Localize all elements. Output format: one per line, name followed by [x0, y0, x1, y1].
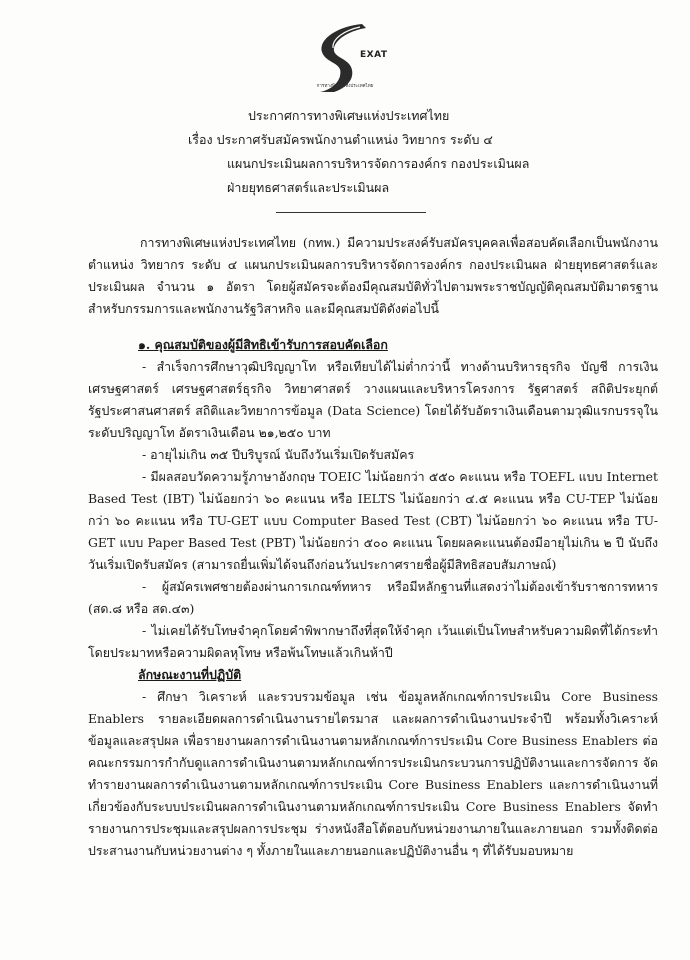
qualification-item: - ไม่เคยได้รับโทษจำคุกโดยคำพิพากษาถึงที่สุดให้จำคุก เว้นแต่เป็นโทษสำหรับความผิดที่ได้กระทำโดยประมาทหรือความผิดลหุโทษ หรือพ้นโทษแล้วเกินห้าปี — [88, 623, 658, 660]
qualification-item: - สำเร็จการศึกษาวุฒิปริญญาโท หรือเทียบได้ไม่ต่ำกว่านี้ ทางด้านบริหารธุรกิจ บัญชี การเงิน เศรษฐศาสตร์ เศรษฐศาสตร์ธุรกิจ วิทยาศาสตร์ วางแผนและบริหารโครงการ รัฐศาสตร์ สถิติประยุกต์ รัฐประศาสนศาสตร์ สถิติและวิทยาการข้อมูล (Data Science) โดยได้รับอัตราเงินเดือนตามวุฒิแรกบรรจุในระดับปริญญาโท อัตราเงินเดือน ๒๑,๒๕๐ บาท — [88, 359, 658, 440]
logo-wordmark: EXAT — [360, 50, 388, 60]
section-1-heading: ๑. คุณสมบัติของผู้มีสิทธิเข้ารับการสอบคัดเลือก — [138, 337, 388, 352]
header-line-1: ประกาศการทางพิเศษแห่งประเทศไทย — [248, 108, 450, 123]
header-line-4: ฝ่ายยุทธศาสตร์และประเมินผล — [227, 180, 390, 195]
intro-paragraph: การทางพิเศษแห่งประเทศไทย (กทพ.) มีความประสงค์รับสมัครบุคคลเพื่อสอบคัดเลือกเป็นพนักงานตำแหน่ง วิทยากร ระดับ ๔ แผนกประเมินผลการบริหารจัดการองค์กร กองประเมินผล ฝ่ายยุทธศาสตร์และประเมินผล จำนวน ๑ อัตรา โดยผู้สมัครจะต้องมีคุณสมบัติทั่วไปตามพระราชบัญญัติคุณสมบัติมาตรฐานสำหรับกรรมการและพนักงานรัฐวิสาหกิจ และมีคุณสมบัติดังต่อไปนี้ — [88, 235, 658, 316]
header-divider — [276, 212, 426, 213]
document-body — [88, 232, 658, 862]
header-line-3: แผนกประเมินผลการบริหารจัดการองค์กร กองประเมินผล — [227, 156, 530, 171]
header-line-2: เรื่อง ประกาศรับสมัครพนักงานตำแหน่ง วิทยากร ระดับ ๔ — [188, 132, 493, 147]
logo-caption: การทางพิเศษแห่งประเทศไทย — [316, 84, 374, 89]
section-2-heading: ลักษณะงานที่ปฏิบัติ — [138, 667, 242, 682]
qualification-item: - มีผลสอบวัดความรู้ภาษาอังกฤษ TOEIC ไม่น้อยกว่า ๕๕๐ คะแนน หรือ TOEFL แบบ Internet Based Test (IBT) ไม่น้อยกว่า ๖๐ คะแนน หรือ IELTS ไม่น้อยกว่า ๔.๕ คะแนน หรือ CU-TEP ไม่น้อยกว่า ๖๐ คะแนน หรือ TU-GET แบบ Computer Based Test (CBT) ไม่น้อยกว่า ๖๐ คะแนน หรือ TU-GET แบบ Paper Based Test (PBT) ไม่น้อยกว่า ๕๐๐ คะแนน โดยผลคะแนนต้องมีอายุไม่เกิน ๒ ปี นับถึงวันเริ่มเปิดรับสมัคร (สามารถยื่นเพิ่มได้จนถึงก่อนวันประกาศรายชื่อผู้มีสิทธิสอบสัมภาษณ์) — [88, 469, 658, 572]
job-description-item: - ศึกษา วิเคราะห์ และรวบรวมข้อมูล เช่น ข้อมูลหลักเกณฑ์การประเมิน Core Business Enablers รายละเอียดผลการดำเนินงานรายไตรมาส และผลการดำเนินงานประจำปี พร้อมทั้งวิเคราะห์ข้อมูลและสรุปผล เพื่อรายงานผลการดำเนินงานตามหลักเกณฑ์การประเมิน Core Business Enablers ต่อคณะกรรมการกำกับดูแลการดำเนินงานตามหลักเกณฑ์การประเมินกระบวนการปฏิบัติงานและการจัดการ จัดทำรายงานผลการดำเนินงานตามหลักเกณฑ์การประเมิน Core Business Enablers และการดำเนินงานที่เกี่ยวข้องกับระบบประเมินผลการดำเนินงานตามหลักเกณฑ์การประเมิน Core Business Enablers จัดทำรายงานการประชุมและสรุปผลการประชุม ร่างหนังสือโต้ตอบกับหน่วยงานภายในและภายนอก รวมทั้งติดต่อประสานงานกับหน่วยงานต่าง ๆ ทั้งภายในและภายนอกและปฏิบัติงานอื่น ๆ ที่ได้รับมอบหมาย — [88, 689, 658, 858]
qualification-item: - ผู้สมัครเพศชายต้องผ่านการเกณฑ์ทหาร หรือมีหลักฐานที่แสดงว่าไม่ต้องเข้ารับราชการทหาร (สด.๘ หรือ สด.๔๓) — [88, 579, 658, 616]
qualification-item: - อายุไม่เกิน ๓๕ ปีบริบูรณ์ นับถึงวันเริ่มเปิดรับสมัคร — [142, 447, 415, 462]
